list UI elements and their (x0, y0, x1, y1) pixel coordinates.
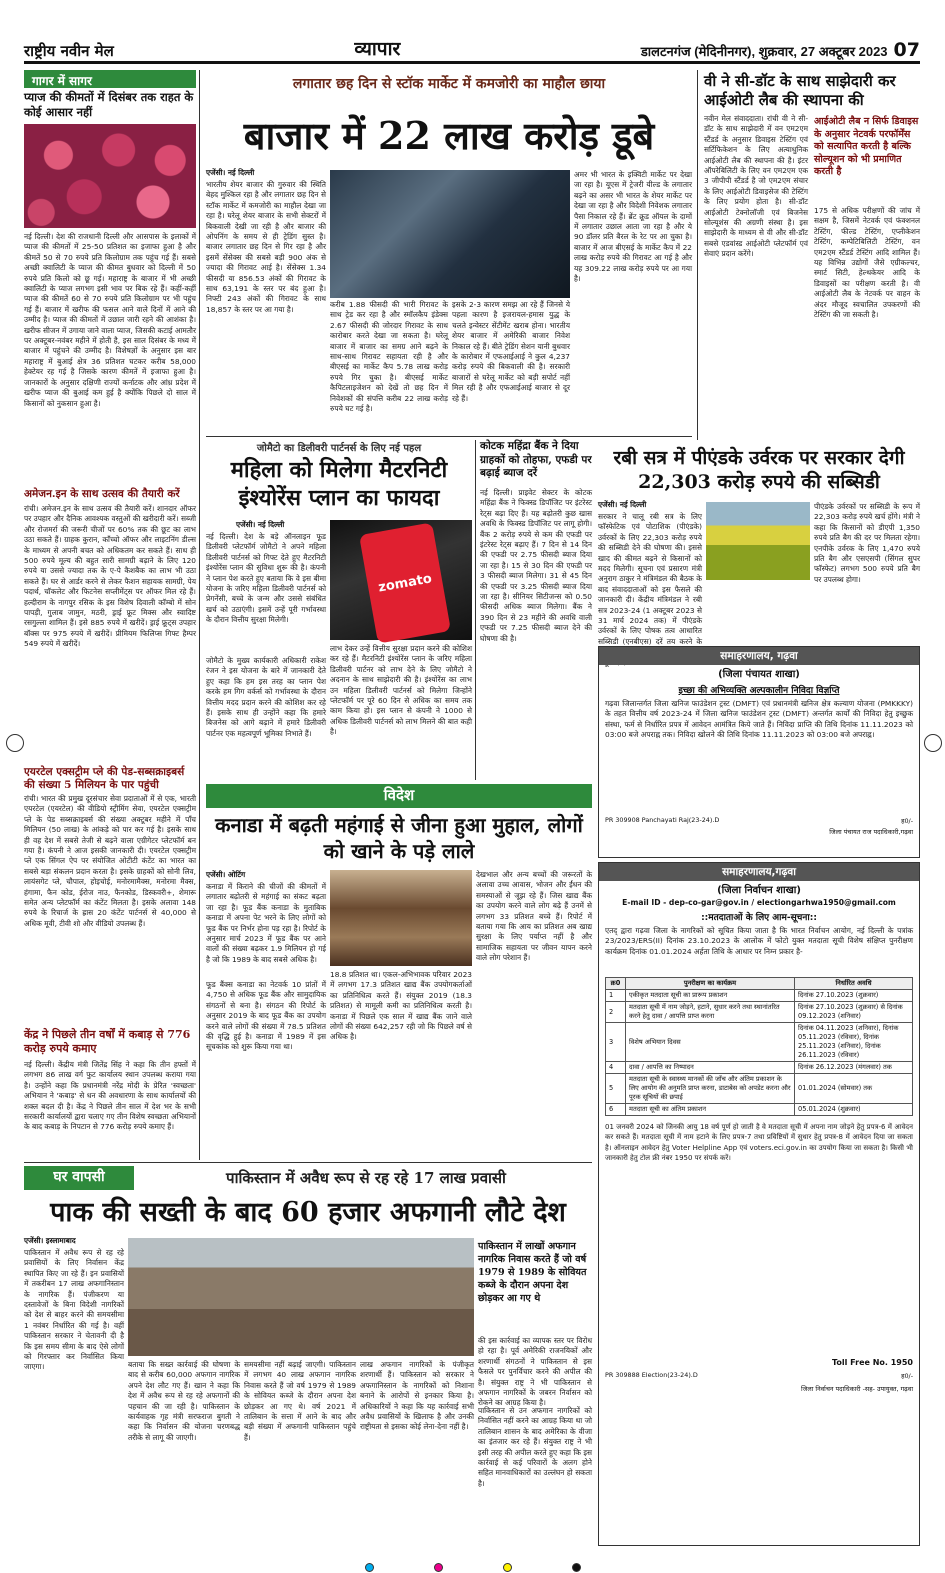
section-rule (206, 436, 692, 437)
schedule-table (605, 977, 913, 1116)
cell-activity: मतदाता सूची में नाम जोड़ने, हटाने, सुधार करने तथा स्थानांतरित करने हेतु दावा / आपत्ति प्राप्त करना (626, 1002, 795, 1023)
top-col1: भारतीय शेयर बाजार की गुरुवार की स्थिति बेहद मुश्किल रहा है और लगातार छह दिन से स्टॉक मार्केट में कमजोरी का माहौल देखा जा रहा है। घरेलू शेयर बाजार के सभी सेक्टरों में बिकवाली देखी जा रही है और बाजार की ओपनिंग के समय से ही ट्रेडिंग सुस्त है। बाजार लगातार छह दिन से गिर रहा है और इसमें सेंसेक्स की सबसे बड़ी 900 अंक से ज्यादा की गिरावट आई है। सेंसेक्स 1.34 फीसदी या 856.53 अंकों की गिरावट के साथ 63,191 के स्तर पर बंद हुआ है। निफ्टी 243 अंकों की गिरावट के साथ 18,857 के स्तर पर आ गया है। (206, 180, 326, 314)
canada-col2: फूड बैंक्स कनाडा का नेटवर्क 10 प्रांतों में 4,750 से अधिक फूड बैंक और सामुदायिक संगठनों से बना है। संगठन की रिपोर्ट के अनुसार 2019 के बाद फूड बैंक का उपयोग करने वाले लोगों की संख्या में 78.5 प्रतिशत की वृद्धि हुई है। कनाडा में 1989 में इस सूचकांक को शुरू किया गया था। (206, 980, 326, 1052)
pak-headline: पाक की सख्ती के बाद 60 हजार अफगानी लौटे देश (50, 1197, 566, 1228)
table-row (606, 1023, 913, 1062)
election-email: E-mail ID - dep-co-gar@gov.in / electiongarhwa1950@gmail.com (622, 898, 896, 907)
notice-body: गढ़वा जिलान्तर्गत जिला खनिज फाउंडेशन ट्रस्ट (DMFT) एवं प्रधानमंत्री खनिज क्षेत्र कल्याण योजना (PMKKKY) के तहत वित्तीय वर्ष 2023-24 में जिला खनिज फाउंडेशन ट्रस्ट (DMFT) अन्तर्गत कार्यों की निविदा हेतु इच्छुक संस्था, फर्म से निर्धारित प्रपत्र में आवेदन आमंत्रित किये जाते हैं। निविदा प्राप्ति की तिथि दिनांक 11.11.2023 को 03:00 बजे अपराह्न तक। निविदा खोलने की तिथि दिनांक 11.11.2023 को 03:00 बजे अपराह्न। (605, 699, 913, 740)
page-number: 07 (893, 39, 920, 61)
top-headline: बाजार में 22 लाख करोड़ डूबे (243, 113, 655, 158)
scrap-headline: केंद्र ने पिछले तीन वर्षों में कबाड़ से 776 करोड़ रुपये कमाए (24, 1028, 191, 1055)
notice-signer: जिला पंचायत राज पदाधिकारी,गढ़वा (829, 828, 913, 836)
airtel-headline: एयरटेल एक्सट्रीम प्ले की पेड-सब्सक्राइबर्स की संख्या 5 मिलियन के पार पहुंची (24, 766, 185, 791)
dateline-group (641, 39, 920, 61)
vi-pullquote: आईओटी लैब न सिर्फ डिवाइस के अनुसार नेटवर्क परफॉर्मेंस को सत्यापित करती है बल्कि सोल्यूशन को भी प्रमाणित करती है (814, 116, 919, 177)
zomato-byline: एजेंसी। नई दिल्ली (236, 520, 285, 529)
th-period: निर्धारित अवधि (795, 978, 913, 990)
canada-col3: 18.8 प्रतिशत था। एकल-अभिभावक परिवार 2023 में लगभग 17.3 प्रतिशत खाद्य बैंक उपयोगकर्ताओं का प्रतिनिधित्व करते हैं। संयुक्त 2019 (18.3 प्रतिशत) से मामूली कमी का प्रतिनिधित्व करती है। कनाडा में पिछले एक साल में खाद्य बैंक जाने वाले लोगों की संख्या 642,257 रही जो कि पिछले वर्ष से अधिक है। (330, 970, 472, 1042)
cell-activity: एकीकृत मतदाता सूची का प्रारूप प्रकाशन (626, 990, 795, 1002)
notice-sign-row (599, 816, 919, 825)
pak-kicker: घर वापसी (24, 1166, 134, 1190)
pak-col2: बताया कि सख्त कार्रवाई की घोषणा के बाद से करीब 60,000 अफगान नागरिक अपने देश लौट गए हैं। खान ने कहा कि देश में अवैध रूप से रह रहे अफगानों की पहचान की जा रही है। पाकिस्तान के कार्यवाहक गृह मंत्री सरफराज बुगती ने कहा कि निर्वासन की योजना चरणबद्ध तरीके से लागू की जाएगी। (128, 1360, 240, 1442)
election-sign-row (599, 1367, 919, 1384)
onion-body: नई दिल्ली। देश की राजधानी दिल्ली और आसपास के इलाकों में प्याज की कीमतों में 25-50 प्रतिशत का इजाफा हुआ है और कीमतें 50 से 70 रुपये प्रति किलोग्राम तक पहुंच गई हैं। सबसे अच्छी क्वालिटी के प्याज की कीमत बुधवार को दिल्ली में 50 रुपये प्रति किलो को छू गई। महाराष्ट्र के बाजार में भी अच्छी क्वालिटी के प्याज लगभग इसी भाव पर बिक रहे हैं। कहीं-कहीं प्याज की कीमतें 60 से 70 रुपये प्रति किलोग्राम पर भी पहुंच गई हैं। बाजार में खरीफ की फसल आने वाले दिनों में आने की उम्मीद है। प्याज की कीमतों में उछाल जारी रहने की आशंका है। खरीफ सीजन में उगाया जाने वाला प्याज, जिसकी कटाई आमतौर पर अक्टूबर-नवंबर महीने में होती है, इस साल दिसंबर के मध्य में बाजार में पहुंचने की उम्मीद है। विशेषज्ञों के अनुसार इस बार महाराष्ट्र में बुआई क्षेत्र 36 प्रतिशत घटकर करीब 58,000 हेक्टेयर रह गई है जिसके कारण कीमतें में इजाफा हुआ है। जानकारों के अनुसार दक्षिणी राज्यों कर्नाटक और आंध्र प्रदेश में खरीफ प्याज की बुआई कम हुई है क्योंकि पिछले दो साल में किसानों को नुकसान हुआ है। (24, 232, 196, 408)
election-notice (598, 862, 920, 1546)
election-office: समाहरणालय,गढ़वा (599, 863, 919, 881)
canada-col4: देखभाल और अन्य बच्चों की जरूरतों के अलावा उच्च आवास, भोजन और ईंधन की समस्याओं से जूझ रहे हैं। जिस खाद्य बैंक का उपयोग करने वाले लोग बढ़े हैं उनमें से लगभग 33 प्रतिशत बच्चे हैं। रिपोर्ट में बताया गया कि आय का प्रतिशत अब खाद्य सुरक्षा के लिए पर्याप्त नहीं है और सामाजिक सहायता पर जीवन यापन करने वाले लोग परेशान हैं। (476, 870, 592, 963)
mustard-field-photo (706, 502, 810, 580)
cell-period: 05.01.2024 (शुक्रवार) (795, 1104, 913, 1116)
election-notes: 01 जनवरी 2024 को जिनकी आयु 18 वर्ष पूर्ण हो जाती है वे मतदाता सूची में अपना नाम जोड़ने हेतु प्रपत्र-6 में आवेदन कर सकते हैं। मतदाता सूची में नाम हटाने के लिए प्रपत्र-7 तथा प्रविष्टियों में सुधार हेतु प्रपत्र-8 में आवेदन दिया जा सकता है। ऑनलाइन आवेदन हेतु Voter Helpline App एवं voters.eci.gov.in का उपयोग किया जा सकता है। किसी भी जानकारी हेतु टोल फ्री नंबर 1950 पर संपर्क करें। (605, 1123, 913, 1163)
fertiliser-byline: एजेंसी। नई दिल्ली (598, 500, 647, 509)
cell-period: दिनांक 04.11.2023 (शनिवार), दिनांक 05.11.2023 (रविवार), दिनांक 25.11.2023 (शनिवार), दिनांक 26.11.2023 (रविवार) (795, 1023, 913, 1062)
cell-period: दिनांक 26.12.2023 (मंगलवार) तक (795, 1062, 913, 1074)
amazon-body: रांची। अमेजन.इन के साथ उत्सव की तैयारी करें। शानदार ऑफर पर उपहार और दैनिक आवश्यक वस्तुओं की खरीदारी करें। सब्जी और रोजमर्रा की जरूरी चीजों पर 60% तक की छूट का लाभ उठा सकते हैं। ग्राहक कुरान, काँच्चो ऑफर और लाइटनिंग डील्स के माध्यम से अपनी बचत को अधिकतम कर सकते हैं। साथ ही 500 रुपये मूल्य की बहुत सारी सामग्री बढ़ाने के लिए 120 रुपये या उससे ज्यादा तक के ए-पे कैशबैक का लाभ भी उठा सकते हैं। घर से आर्डर करने से लेकर फैशन सहायक सामग्री, पेय पदार्थ, चॉकलेट और फिटनेस सप्लीमेंट्स पर ऑफर मिल रहे हैं। हल्दीराम के नागपुर रसिक के इस विशेष दिवाली कॉम्बो में सोन पापड़ी, गुलाब जामुन, मठरी, ड्राई फ्रूट मिक्स और स्वादिष्ट रसगुल्ला शामिल हैं। इसे 885 रुपये में खरीदें। ड्राई फ्रूट्स उपहार बॉक्स पर 975 रुपये में खरीदें। प्रीमियम फिलिप्स गिफ्ट हैम्पर 549 रुपये में खरीदें। (24, 504, 196, 649)
registration-mark-icon (924, 734, 942, 752)
th-activity: पुनरीक्षण का कार्यक्रम (626, 978, 795, 990)
zomato-headline: महिला को मिलेगा मैटरनिटी इंश्योरेंस प्लान का फायदा (230, 457, 448, 511)
videsh-band: विदेश (206, 784, 592, 808)
table-header-row (606, 978, 913, 990)
cell-no: 5 (606, 1074, 626, 1104)
pak-col6: पाकिस्तान से उन अफगान नागरिकों को निर्वासित नहीं करने का आग्रह किया था जो तालिबान शासन के बाद अमेरिका के वीजा का इंतजार कर रहे हैं। संयुक्त राष्ट्र ने भी इसी तरह की अपील करते हुए कहा कि इस कार्रवाई से कई परिवारों के अलग होने सहित मानवाधिकारों का उल्लंघन हो सकता है। (478, 1406, 592, 1488)
pak-col5: की इस कार्रवाई का व्यापक स्तर पर विरोध हो रहा है। पूर्व अमेरिकी राजनयिकों और शरणार्थी संगठनों ने पाकिस्तान से इस फैसले पर पुनर्विचार करने की अपील की है। संयुक्त राष्ट्र ने भी पाकिस्तान से अफगान नागरिकों के जबरन निर्वासन को रोकने का आग्रह किया है। (478, 1336, 592, 1408)
registration-mark-icon (6, 734, 24, 752)
kotak-headline: कोटक महिंद्रा बैंक ने दिया ग्राहकों को तोहफा, एफडी पर बढ़ाई ब्याज दरें (480, 440, 592, 479)
pak-col1: पाकिस्तान में अवैध रूप से रह रहे प्रवासियों के लिए निर्वासन केंद्र स्थापित किए जा रहे हैं। इन प्रवासियों में तकरीबन 17 लाख अफगानिस्तान के नागरिक हैं। पंजीकरण या दस्तावेजों के बिना विदेशी नागरिकों को देश से बाहर करने की समयसीमा 1 नवंबर निर्धारित की गई है। वहीं पाकिस्तान सरकार ने चेतावनी दी है कि इस समय सीमा के बाद ऐसे लोगों को गिरफ्तार कर निर्वासित किया जाएगा। (24, 1248, 124, 1372)
vi-body: नवीन मेल संवाददाता। रांची वी ने सी-डॉट के साथ साझेदारी में वन एम2एम स्टैंडर्ड के अनुसार डिवाइस टेस्टिंग एवं सर्टिफिकेशन के लिए अत्याधुनिक आईओटी लैब की स्थापना की है। इंटर ऑपरेबिलिटी के लिए वन एम2एम एक 3 जीपीपी स्टैंडर्ड है जो एम2एम संचार के लिए आईओटी डिवाइसेज की टेस्टिंग के लिए प्रयोग होता है। सी-डॉट आईओटी टेक्नोलॉजी एवं बिजनेस सोल्यूशंस की अग्रणी संस्था है। इस साझेदारी के माध्यम से वी और सी-डॉट सबसे एडवांस्ड आईओटी प्लेटफॉर्म एवं सेवाएं प्रदान करेंगे। (704, 114, 808, 259)
refugee-photo (128, 1238, 474, 1356)
table-row (606, 990, 913, 1002)
dateline: डालटनगंज (मेदिनीनगर), शुक्रवार, 27 अक्टूबर 2023 (640, 44, 888, 59)
notice-title: इच्छा की अभिव्यक्ति अल्पकालीन निविदा विज्ञप्ति (678, 686, 840, 696)
tender-notice (598, 646, 920, 858)
canada-byline: एजेंसी। ओटिंग (206, 870, 246, 879)
cell-no: 1 (606, 990, 626, 1002)
cell-period: दिनांक 27.10.2023 (शुक्रवार) (795, 990, 913, 1002)
notice-ref: PR 309908 Panchayati Raj(23-24).D (605, 816, 720, 824)
canada-col1: कनाडा में किराने की चीजों की कीमतों में लगातार बढ़ोतरी से महंगाई का संकट बढ़ता जा रहा है। फूड बैंक कनाडा के मुताबिक कनाडा में अपना पेट भरने के लिए लोगों को फूड बैंक पर निर्भर होना पड़ रहा है। रिपोर्ट के अनुसार मार्च 2023 में फूड बैंक पर आने वालों की संख्या बढ़कर 1.9 मिलियन हो गई है जो कि 1989 के बाद सबसे अधिक है। (206, 882, 326, 964)
toll-free: Toll Free No. 1950 (832, 1358, 913, 1367)
section-rule (24, 1162, 592, 1163)
yellow-dot-icon (503, 1563, 512, 1572)
fertiliser-col1: सरकार ने चालू रबी सत्र के लिए फॉस्फेटिक एवं पोटाशिक (पीएंडके) उर्वरकों के लिए 22,303 करोड़ रुपये की सब्सिडी देने की घोषणा की। इससे खाद की कीमत बढ़ने से किसानों को मदद मिलेगी। सूचना एवं प्रसारण मंत्री अनुराग ठाकुर ने मंत्रिमंडल की बैठक के बाद संवाददाताओं को इस फैसले की जानकारी दी। केंद्रीय मंत्रिमंडल ने रबी सत्र 2023-24 (1 अक्टूबर 2023 से 31 मार्च 2024 तक) में पीएंडके उर्वरकों के लिए पोषक तत्व आधारित सब्सिडी (एनबीएस) दरें तय करने के (598, 512, 702, 646)
election-title: ::मतदाताओं के लिए आम-सूचना:: (701, 913, 817, 923)
masthead: राष्ट्रीय नवीन मेल (24, 42, 114, 60)
page-header (24, 40, 920, 64)
fertiliser-col2: पीएंडके उर्वरकों पर सब्सिडी के रूप में 22,303 करोड़ रुपये खर्च होंगे। मंत्री ने कहा कि किसानों को डीएपी 1,350 रुपये प्रति बैग की दर पर मिलता रहेगा। एनपीके उर्वरक के लिए 1,470 रुपये प्रति बैग और एसएसपी (सिंगल सुपर फॉस्फेट) लगभग 500 रुपये प्रति बैग पर उपलब्ध होगा। (814, 502, 920, 584)
notice-office: समाहरणालय, गढ़वा (599, 647, 919, 665)
cell-no: 6 (606, 1104, 626, 1116)
th-no: क्र0 (606, 978, 626, 990)
election-sign: ह0/- (901, 1372, 913, 1380)
pak-col4: लाख अफगान नागरिकों के पंजीकृत शरणार्थी हैं। पाकिस्तान को सरकार ने अफगानिस्तान के नागरिकों को निशाना बनाने के आरोपों से इनकार किया है। अधिकारियों ने कहा कि यह कार्रवाई सभी अवैध प्रवासियों के खिलाफ है और उनकी राष्ट्रीयता से इसका कोई लेना-देना नहीं है। (360, 1360, 474, 1432)
election-ref: PR 309888 Election(23-24).D (605, 1371, 698, 1379)
cell-activity: मतदाता सूची का अंतिम प्रकाशन (626, 1104, 795, 1116)
election-office-sub: (जिला निर्वाचन शाखा) (717, 885, 801, 896)
pak-col3: समयसीमा नहीं बढ़ाई जाएगी। पाकिस्तान में लगभग 40 लाख अफगान नागरिक निवास करते हैं जो वर्ष 1979 से 1989 के सोवियत कब्जे के दौरान अपना देश छोड़कर आ गए थे। वर्ष 2021 में तालिबान के सत्ता में आने के बाद और बड़ी संख्या में अफगानी पाकिस्तान पहुंचे हैं। (244, 1360, 356, 1442)
cell-no: 2 (606, 1002, 626, 1023)
table-row (606, 1104, 913, 1116)
table-row (606, 1002, 913, 1023)
airtel-body: रांची। भारत की प्रमुख दूरसंचार सेवा प्रदाताओं में से एक, भारती एयरटेल (एयरटेल) की वीडियो स्ट्रीमिंग सेवा, एयरटेल एक्सट्रीम प्ले के पेड सब्सक्राइबर्स की संख्या अक्टूबर महीने में पाँच मिलियन (50 लाख) के आंकड़े को पार कर गई है। इसके साथ ही वह देश में सबसे तेजी से बढ़ने वाला एग्रीगेटर प्लेटफॉर्म बन गया है। कंपनी ने आज इसकी जानकारी दी। एयरटेल एक्सट्रीम प्ले एक सिंगल ऐप पर संयोजित ओटीटी कंटेंट का भारत का सबसे बड़ा संकलन प्रदान करता है। इसके ग्राहकों को सोनी लिव, लायंसगेट प्ले, चौपाल, होइचोई, मनोरमामैक्स, मनोरमा मैक्स, हंगामा, फैन कोड, ईरोज नाउ, फैनकोड, डिस्कवरी+, शेमारू समेत अन्य प्लेटफॉर्म का कंटेंट मिलता है। इसके अलावा 148 रुपये के रिचार्ज के ह्रास 20 कंटेंट पार्टनर्स से 40,000 से अधिक मूवी, टीवी शो और वीडियो उपलब्ध हैं। (24, 794, 196, 928)
print-color-bar (0, 1561, 945, 1573)
fertiliser-headline: रबी सत्र में पीएंडके उर्वरक पर सरकार देगी 22,303 करोड़ रुपये की सब्सिडी (613, 447, 905, 493)
election-signer: जिला निर्वाचन पदाधिकारी -सह- उपायुक्त, गढ़वा (801, 1385, 913, 1393)
cell-no: 4 (606, 1062, 626, 1074)
cell-period: दिनांक 27.10.2023 (शुक्रवार) से दिनांक 09.12.2023 (शनिवार) (795, 1002, 913, 1023)
pak-pullquote: पाकिस्तान में लाखों अफगान नागरिक निवास करते हैं जो वर्ष 1979 से 1989 के सोवियत कब्जे के दौरान अपना देश छोड़कर आ गए थे (478, 1241, 587, 1304)
canada-headline: कनाडा में बढ़ती महंगाई से जीना हुआ मुहाल, लोगों को खाने के पड़े लाले (215, 813, 583, 863)
notice-office-sub: (जिला पंचायत शाखा) (718, 669, 800, 680)
table-row (606, 1074, 913, 1104)
top-col2: करीब 1.88 फीसदी की भारी गिरावट के साथ ट्रेड कर रहा है और स्मॉलकैप इंडेक्स 2.67 फीसदी की जोरदार गिरावट के साथ कारोबार करते देखा जा सकता है। घरेलू बाजार में बाजार का समग्र आने बढ़ने के साथ-साथ गिरावट सहायता रही है और बीएसई का मार्केट कैप 5.78 लाख करोड़ रुपये गिर चुका है। बीएसई मार्केट कैपिटलाइजेशन को देखें तो छह दिन में निवेशकों की संपत्ति करीब 22 लाख करोड़ रुपये घट गई है। (330, 300, 448, 414)
section-title: व्यापार (354, 38, 401, 60)
food-bank-photo (330, 870, 472, 966)
top-byline: एजेंसी। नई दिल्ली (206, 168, 255, 177)
zomato-logo: zomato (359, 522, 451, 643)
top-strap: लगातार छह दिन से स्टॉक मार्केट में कमजोरी का माहौल छाया (292, 76, 606, 92)
cyan-dot-icon (365, 1563, 374, 1572)
zomato-col2: जोमैटो के मुख्य कार्यकारी अधिकारी राकेश रंजन ने इस योजना के बारे में जानकारी देते हुए कहा कि हम इस तरह का प्लान पेश करके हम गिग वर्कर्स को गर्भावस्था के दौरान वित्तीय मदद प्रदान करने की कोशिश कर रहे हैं। इसके साथ ही उन्होंने कहा कि हमारे बिजनेस को आगे बढ़ाने में हमारे डिलीवरी पार्टनर एक महत्वपूर्ण भूमिका निभाते हैं। (206, 656, 326, 738)
zomato-col1: नई दिल्ली। देश के बड़े ऑनलाइन फूड डिलीवरी प्लेटफॉर्म जोमैटो ने अपने महिला डिलीवरी पार्टनर्स को गिफ्ट देते हुए मैटरनिटी इंश्योरेंस प्लान की सुविधा शुरू की है। कंपनी ने प्लान पेश करते हुए बताया कि वे इस बीमा योजना के जरिए महिला डिलीवरी पार्टनर्स को प्रेगनेंसी, बच्चे के जन्म और उससे संबंधित खर्च को उठाएंगी। इसमें उन्हें पूरी गर्भावस्था के दौरान वित्तीय सुरक्षा मिलेगी। (206, 532, 326, 625)
vi-headline: वी ने सी-डॉट के साथ साझेदारी कर आईओटी लैब की स्थापना की (704, 72, 896, 109)
election-intro: एतद् द्वारा गढ़वा जिला के नागरिकों को सूचित किया जाता है कि भारत निर्वाचन आयोग, नई दिल्ली के पत्रांक 23/2023/ERS(II) दिनांक 23.10.2023 के आलोक में फोटो युक्त मतदाता सूची विशेष संक्षिप्त पुनरीक्षण कार्यक्रम दिनांक 01.01.2024 अर्हता तिथि के आधार पर निम्न प्रकार है- (605, 926, 913, 956)
zomato-kicker: जोमैटो का डिलीवरी पार्टनर्स के लिए नई पहल (256, 443, 422, 454)
black-dot-icon (572, 1563, 581, 1572)
column-rule (697, 70, 698, 440)
column-rule (475, 440, 476, 780)
onion-headline: प्याज की कीमतों में दिसंबर तक राहत के कोई आसार नहीं (24, 90, 194, 119)
kotak-body: नई दिल्ली। प्राइवेट सेक्टर के कोटक महिंद्रा बैंक ने फिक्स्ड डिपॉजिट पर इंटरेस्ट रेट्स बढ़ा दिए हैं। यह बढ़ोतरी कुछ खास अवधि के फिक्स्ड डिपॉजिट पर लागू होगी। बैंक 2 करोड़ रुपये से कम की एफडी पर इंटरेस्ट रेट्स बढ़ाए हैं। 7 दिन से 14 दिन की एफडी पर 2.75 फीसदी ब्याज दिया जा रहा है। 15 से 30 दिन की एफडी पर 3 फीसदी ब्याज मिलेगा। 31 से 45 दिन की एफडी पर 3.25 फीसदी ब्याज दिया जा रहा है। सीनियर सिटीजन्स को 0.50 फीसदी अधिक ब्याज मिलेगा। बैंक ने 390 दिन से 23 महीने की अवधि वाली एफडी पर 7.25 फीसदी ब्याज देने की घोषणा की है। (480, 488, 592, 643)
schedule-table-wrap (599, 975, 919, 1118)
top-col3: इसके 2-3 कारण समझ आ रहे हैं जिनसे ये पहला कारण है इजरायल-हमास युद्ध के चलते इन्वेस्टर सेंटीमेंट खराब होना। भारतीय शेयर बाजार में अमेरिकी बाजार निवेश निकाल रहे हैं। बीते ट्रेडिंग सेशन यानी बुधवार के कारोबार में एफआईआई ने कुल 4,237 करोड़ रुपये की बिकवाली की है। सरकारी बाजारों से घरेलू मार्केट को बड़ी सपोर्ट नहीं मिल रही है और एफआईआई बाजार से दूर रहे हैं। (452, 300, 570, 403)
onion-photo (24, 124, 196, 228)
cell-no: 3 (606, 1023, 626, 1062)
cell-period: 01.01.2024 (सोमवार) तक (795, 1074, 913, 1104)
pak-byline: एजेंसी। इस्लामाबाद (24, 1236, 76, 1245)
vi-body2: 175 से अधिक परीक्षणों की जांच में सक्षम है, जिसमें नेटवर्क एवं फंक्शनल टेस्टिंग, फील्ड टेस्टिंग, एप्लीकेशन टेस्टिंग, कम्पेटिबिलिटी टेस्टिंग, वन एम2एम स्टैंडर्ड टेस्टिंग आदि शामिल हैं। यह विभिन्न उद्योगों जैसे एग्रीकल्चर, स्मार्ट सिटी, हेल्थकेयर आदि के डिवाइसों का परीक्षण करती है। वी आईओटी लैब के नेटवर्क पर वाहन के अंदर मौजूद स्वचालित उपकरणों की टेस्टिंग की जा सकती है। (814, 206, 920, 320)
zomato-col3: लाभ देकर उन्हें वित्तीय सुरक्षा प्रदान करने की कोशिश कर रहे हैं। मैटरनिटी इंश्योरेंस प्लान के जरिए महिला डिलीवरी पार्टनर को लाभ देने के लिए जोमैटो ने अदनान के साथ साझेदारी की है। इंश्योरेंस का लाभ उन महिला डिलीवरी पार्टनर्स को मिलेगा जिन्होंने प्लेटफॉर्म पर पूरे 60 दिन से अधिक का समय तक काम किया हो। इस प्लान से कंपनी ने 1000 से अधिक डिलीवरी पार्टनर्स को लाभ मिलने की बात कही है। (330, 644, 472, 737)
zomato-photo (330, 520, 472, 640)
left-kicker: गागर में सागर (24, 70, 196, 88)
column-rule (199, 70, 200, 1160)
magenta-dot-icon (434, 1563, 443, 1572)
table-row (606, 1062, 913, 1074)
pak-strap: पाकिस्तान में अवैध रूप से रह रहे 17 लाख प्रवासी (226, 1169, 506, 1187)
notice-sign: ह0/- (901, 817, 913, 825)
cell-activity: मतदाता सूची के स्वास्थ्य मानकों की जाँच और अंतिम प्रकाशन के लिए आयोग की अनुमति प्राप्त करना, डाटाबेस को अपडेट करना और पूरक सूचियों की छपाई (626, 1074, 795, 1104)
top-col4: अमर भी भारत के इक्विटी मार्केट पर देखा जा रहा है। यूएस में ट्रेजरी यील्ड के लगातार बढ़ने का असर भी भारत के शेयर मार्केट पर देखा जा रहा है और विदेशी निवेशक लगातार पैसा निकाल रहे हैं। ब्रेंट क्रूड ऑयल के दामों में लगातार उछाल आता जा रहा है और ये 90 डॉलर प्रति बैरल के रेट पर आ चुका है। बाजार में आज बीएसई के मार्केट कैप में 22 लाख करोड़ रुपये की गिरावट आ गई है और यह 309.22 लाख करोड़ रुपये पर आ गया है। (574, 170, 692, 284)
amazon-headline: अमेजन.इन के साथ उत्सव की तैयारी करें (24, 488, 180, 500)
cell-activity: दावा / आपत्ति का निष्पादन (626, 1062, 795, 1074)
scrap-body: नई दिल्ली। केंद्रीय मंत्री जितेंद्र सिंह ने कहा कि तीन हफ्तों में लगभग 86 लाख वर्ग फुट कार्यालय स्थान उपलब्ध कराया गया है। उन्होंने कहा कि प्रधानमंत्री नरेंद्र मोदी के प्रेरित 'स्वच्छता' अभियान ने 'कबाड़' से धन की अवधारणा के साथ कार्यालयों की शक्ल बदल दी है। केंद्र ने पिछले तीन साल में देश भर के सभी सरकारी कार्यालयों द्वारा चलाए गए तीन विशेष स्वच्छता अभियानों के बाद कबाड़ के निपटान से 776 करोड़ रुपये कमाए हैं। (24, 1060, 196, 1132)
cell-activity: विशेष अभियान दिवस (626, 1023, 795, 1062)
trader-photo (330, 170, 570, 298)
